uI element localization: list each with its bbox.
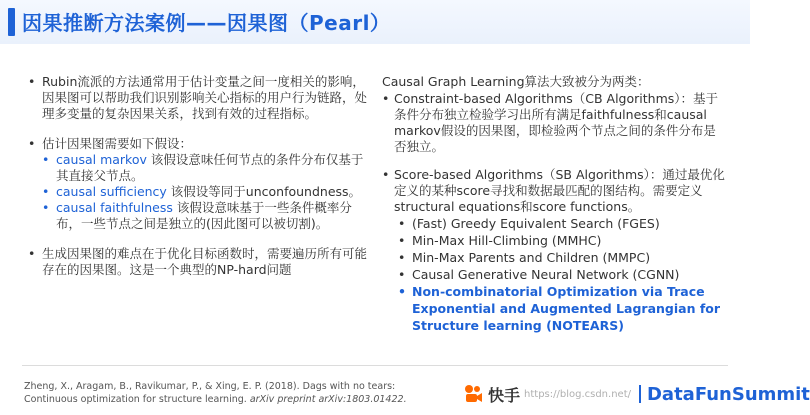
algorithm-item: • Min-Max Hill-Climbing (MMHC)	[398, 232, 727, 249]
right-column	[382, 74, 727, 334]
assumption-text: 该假设意味基于一些条件概率分布，一些节点之间是独立的(因此图可以被切割)。	[56, 200, 352, 231]
datafunsummit-logo: DataFunSummit	[646, 383, 810, 405]
brand-separator	[639, 385, 641, 403]
algorithms-heading: Causal Graph Learning算法大致被分为两类：	[382, 74, 650, 89]
brand-name: 快手	[488, 385, 521, 405]
brand-footer	[462, 382, 810, 406]
algorithm-item: • (Fast) Greedy Equivalent Search (FGES)	[398, 215, 727, 232]
page-title: 因果推断方法案例——因果图（Pearl）	[22, 11, 391, 35]
footer-divider	[22, 365, 728, 366]
algorithm-item: • Causal Generative Neural Network (CGNN)	[398, 266, 727, 283]
assumption-item	[40, 200, 368, 232]
reference-text: Zheng, X., Aragam, B., Ravikumar, P., & Xing, E. P. (2018). Dags with no tears: Continuous optimization for structure learning.	[24, 381, 396, 405]
sb-algorithms: • Score-based Algorithms（SB Algorithms）：通过最优化定义的某种score寻找和数据最匹配的图结构。需要定义structural equations和score functions。	[382, 167, 727, 215]
assumption-keyword: causal faithfulness	[56, 200, 173, 215]
algorithm-item: • Min-Max Parents and Children (MMPC)	[398, 249, 727, 266]
paragraph-np-hard: • 生成因果图的难点在于优化目标函数时，需要遍历所有可能存在的因果图。这是一个典型的NP-hard问题	[28, 246, 368, 278]
reference-source: arXiv preprint arXiv:1803.01422.	[249, 394, 407, 405]
algorithm-item-notears: • Non-combinatorial Optimization via Trace Exponential and Augmented Lagrangian for Structure learning (NOTEARS)	[398, 283, 727, 334]
assumption-keyword: causal markov	[56, 152, 147, 167]
paragraph-rubin: • Rubin流派的方法通常用于估计变量之间一度相关的影响，因果图可以帮助我们识别影响关心指标的用户行为链路，处理多变量的复杂因果关系，找到有效的过程指标。	[28, 74, 368, 122]
title-accent-bar	[8, 8, 15, 36]
assumption-item	[40, 152, 368, 184]
assumption-item	[40, 184, 368, 200]
assumption-text: 该假设等同于unconfoundness。	[166, 184, 362, 199]
assumption-text: 该假设意味任何节点的条件分布仅基于其直接父节点。	[56, 152, 364, 183]
reference-citation	[24, 380, 444, 406]
watermark-text: https://blog.csdn.net/	[524, 388, 631, 400]
left-column	[28, 74, 368, 278]
cb-algorithms: • Constraint-based Algorithms（CB Algorithms）：基于条件分布独立检验学习出所有满足faithfulness和causal markov假设的因果图，即检验两个节点之间的条件分布是否独立。	[382, 91, 727, 155]
paragraph-assumptions: • 估计因果图需要如下假设：	[28, 136, 368, 152]
assumption-keyword: causal sufficiency	[56, 184, 167, 199]
kuaishou-logo-icon	[462, 383, 484, 405]
title-bar	[0, 0, 750, 44]
